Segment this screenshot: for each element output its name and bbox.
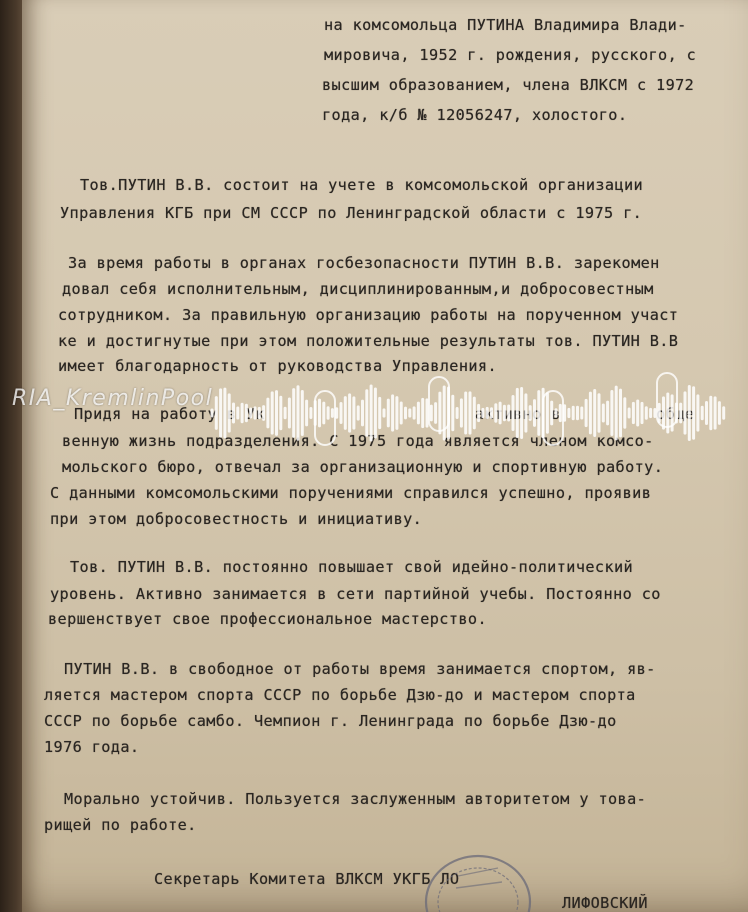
paragraph1-line-1: Тов.ПУТИН В.В. состоит на учете в комсомольской организации <box>80 176 644 194</box>
header-line-1: на комсомольца ПУТИНА Владимира Влади- <box>324 16 687 34</box>
paragraph6-line-2: рищей по работе. <box>44 816 197 834</box>
paragraph3-line-2: венную жизнь подразделения. С 1975 года является членом комсо- <box>62 432 654 450</box>
paragraph4-line-3: вершенствует свое профессиональное мастерство. <box>48 610 488 628</box>
paragraph2-line-3: сотрудником. За правильную организацию работы на порученном участ <box>58 306 679 324</box>
paragraph5-line-2: ляется мастером спорта СССР по борьбе Дзю-до и мастером спорта <box>44 686 636 704</box>
paragraph6-line-1: Морально устойчив. Пользуется заслуженным авторитетом у това- <box>64 790 647 808</box>
signature-name: ЛИФОВСКИЙ <box>562 894 648 912</box>
paragraph5-line-4: 1976 года. <box>44 738 140 756</box>
paragraph2-line-5: имеет благодарность от руководства Управления. <box>58 357 498 375</box>
paragraph3-line-5: при этом добросовестность и инициативу. <box>50 510 423 528</box>
paragraph5-line-1: ПУТИН В.В. в свободное от работы время занимается спортом, яв- <box>64 660 656 678</box>
paragraph2-line-4: ке и достигнутые при этом положительные результаты тов. ПУТИН В.В <box>58 332 679 350</box>
official-stamp <box>418 836 538 912</box>
header-line-3: высшим образованием, члена ВЛКСМ с 1972 <box>322 76 695 94</box>
paragraph1-line-2: Управления КГБ при СМ СССР по Ленинградской области с 1975 г. <box>60 204 643 222</box>
document-page <box>22 0 748 912</box>
paragraph3-line-1: Придя на работу в Ук активно в обще <box>74 405 695 423</box>
paragraph3-line-4: С данными комсомольскими поручениями справился успешно, проявив <box>50 484 652 502</box>
watermark-text: RIA_KremlinPool <box>12 386 214 411</box>
paragraph2-line-1: За время работы в органах госбезопасности ПУТИН В.В. зарекомен <box>68 254 660 272</box>
header-line-2: мировича, 1952 г. рождения, русского, с <box>324 46 697 64</box>
header-line-4: года, к/б № 12056247, холостого. <box>322 106 628 124</box>
paragraph2-line-2: довал себя исполнительным, дисциплинированным,и добросовестным <box>62 280 654 298</box>
paragraph5-line-3: СССР по борьбе самбо. Чемпион г. Ленинграда по борьбе Дзю-до <box>44 712 617 730</box>
paragraph3-line-3: мольского бюро, отвечал за организационную и спортивную работу. <box>62 458 664 476</box>
signature-title: Секретарь Комитета ВЛКСМ УКГБ ЛО <box>154 870 460 888</box>
paragraph4-line-1: Тов. ПУТИН В.В. постоянно повышает свой идейно-политический <box>70 558 634 576</box>
paragraph4-line-2: уровень. Активно занимается в сети партийной учебы. Постоянно со <box>50 585 661 603</box>
